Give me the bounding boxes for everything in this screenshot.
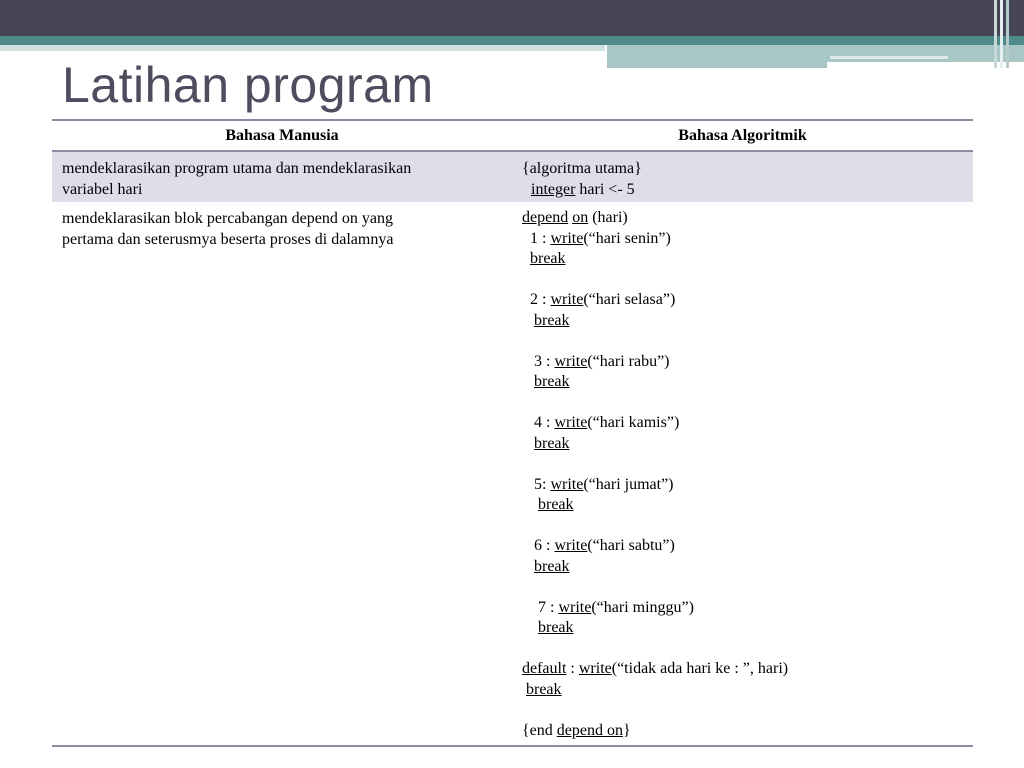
table-row [52, 202, 973, 745]
header-bahasa-algoritmik: Bahasa Algoritmik [678, 127, 807, 144]
code-line-break [522, 618, 963, 639]
header-band-light-left [0, 45, 605, 51]
code-line-break [522, 557, 963, 578]
code-line-break [522, 680, 963, 701]
code-line-blank [522, 639, 963, 660]
code-line-break [522, 495, 963, 516]
code-line-default: default : write(“tidak ada hari ke : ”, hari) [522, 660, 789, 677]
keyword-write: write [554, 352, 588, 370]
code-line-blank [522, 454, 963, 475]
keyword-write: write [554, 537, 588, 554]
comparison-table [52, 119, 973, 747]
row2-description: mendeklarasikan blok percabangan depend on yang pertama dan seterusmya beserta proses di dalamnya [62, 210, 394, 248]
code-line-break [522, 434, 963, 455]
header-vertical-lines [994, 0, 1020, 68]
code-line-case: 1 : write(“hari senin”) [522, 229, 671, 247]
row2-code [512, 202, 973, 745]
table-row [52, 152, 973, 202]
keyword-depend-on: depend on [556, 721, 623, 739]
code-line-depend-on: depend on (hari) [522, 209, 628, 226]
header-band-light-right-lower [607, 62, 827, 68]
code-line-case: 2 : write(“hari selasa”) [522, 291, 676, 308]
header-bahasa-manusia: Bahasa Manusia [225, 127, 339, 144]
code-line-break [522, 249, 963, 270]
keyword-write: write [578, 660, 612, 677]
code-line-break [522, 372, 963, 393]
code-line-blank [522, 270, 963, 291]
code-line-case: 5: write(“hari jumat”) [522, 475, 674, 493]
code-line-break [522, 311, 963, 332]
keyword-break: break [530, 250, 566, 267]
keyword-depend: depend [522, 209, 569, 226]
row1-code: {algoritma utama} integer hari <- 5 [522, 160, 642, 198]
keyword-break: break [534, 373, 570, 390]
code-line-blank [522, 331, 963, 352]
code-line-blank [522, 577, 963, 598]
keyword-write: write [550, 291, 584, 308]
header-accent-line [830, 56, 948, 59]
keyword-write: write [550, 229, 584, 247]
keyword-default: default [522, 660, 567, 677]
keyword-write: write [550, 475, 584, 493]
code-line-blank [522, 393, 963, 414]
keyword-integer: integer [531, 181, 576, 198]
code-line-case: 4 : write(“hari kamis”) [522, 414, 680, 431]
code-line-case: 3 : write(“hari rabu”) [522, 352, 670, 370]
keyword-on: on [572, 209, 589, 226]
keyword-break: break [538, 496, 574, 513]
header-band-teal [0, 36, 1024, 45]
code-line-case: 7 : write(“hari minggu”) [522, 598, 694, 616]
keyword-write: write [558, 598, 592, 616]
keyword-break: break [526, 680, 562, 698]
header-band-dark [0, 0, 1024, 36]
code-line-blank [522, 516, 963, 537]
keyword-break: break [534, 434, 570, 452]
slide-title: Latihan program [62, 57, 434, 113]
keyword-break: break [538, 619, 574, 636]
keyword-write: write [554, 414, 588, 431]
row1-description: mendeklarasikan program utama dan mendeklarasikan variabel hari [62, 160, 412, 198]
code-line-end: {end depend on} [522, 721, 631, 739]
code-line-blank [522, 700, 963, 721]
table-header-row [52, 121, 973, 152]
header-band-light-right [607, 45, 1024, 62]
code-line-case: 6 : write(“hari sabtu”) [522, 537, 675, 554]
keyword-break: break [534, 311, 570, 329]
keyword-break: break [534, 557, 570, 575]
